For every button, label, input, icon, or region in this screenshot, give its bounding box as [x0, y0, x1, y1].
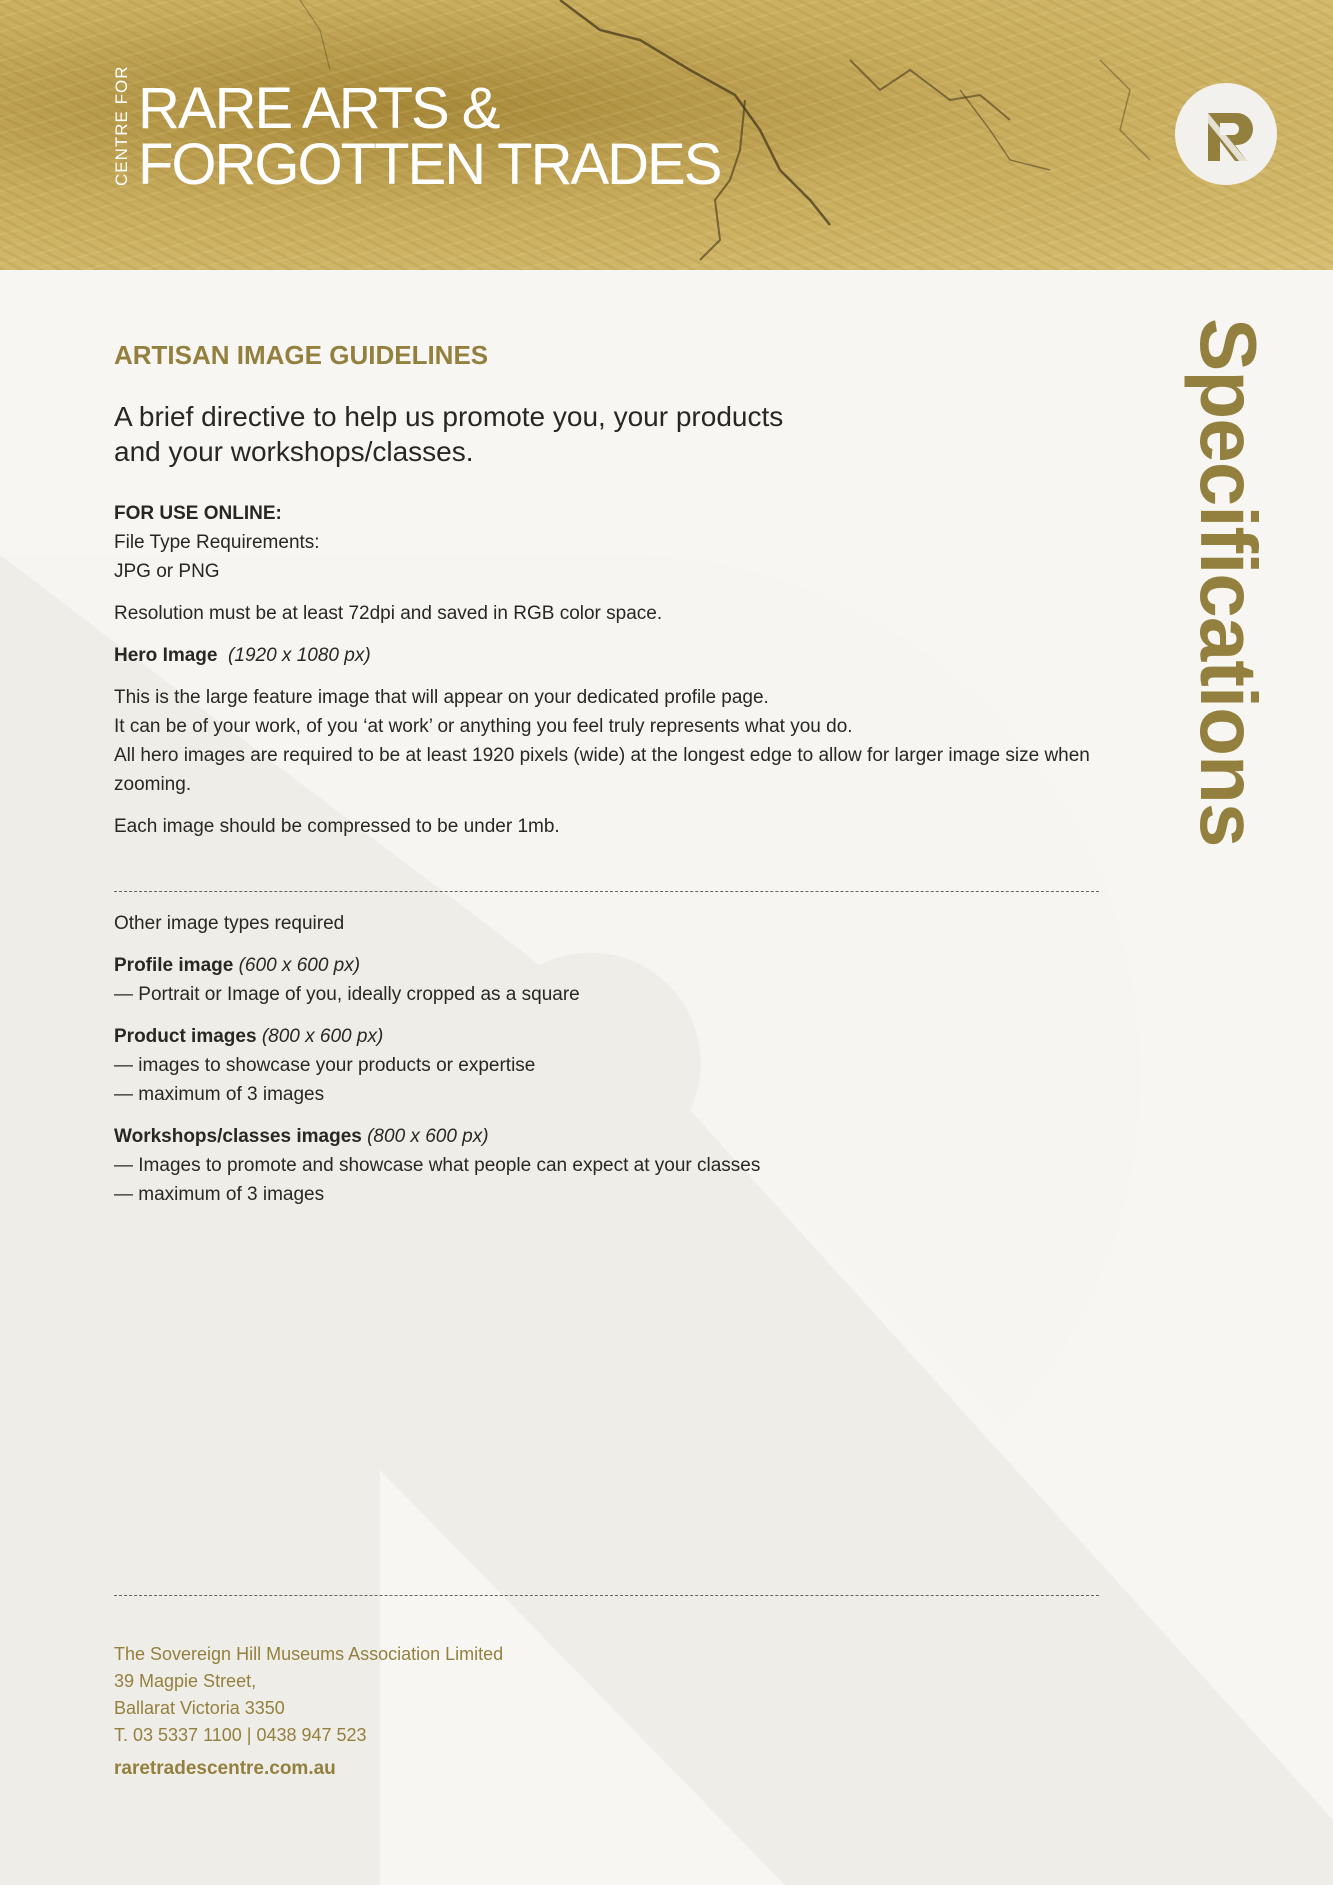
footer-street: 39 Magpie Street,: [114, 1671, 257, 1691]
workshop-size: (800 x 600 px): [367, 1126, 489, 1147]
compression-text: Each image should be compressed to be under 1mb.: [114, 816, 560, 837]
workshop-label: Workshops/classes images: [114, 1126, 362, 1147]
footer-website-link[interactable]: raretradescentre.com.au: [114, 1758, 336, 1779]
workshop-images-heading: [114, 1122, 1104, 1151]
workshop-line: — maximum of 3 images: [114, 1184, 325, 1205]
footer-city: Ballarat Victoria 3350: [114, 1698, 285, 1718]
side-title: Specifications: [1184, 318, 1273, 847]
profile-size: (600 x 600 px): [238, 955, 361, 976]
other-image-types: [114, 909, 1104, 1209]
profile-image-heading: [114, 951, 1104, 980]
brand-title-line2: FORGOTTEN TRADES: [138, 132, 721, 197]
resolution-text: Resolution must be at least 72dpi and saved in RGB color space.: [114, 603, 663, 624]
profile-line: — Portrait or Image of you, ideally cropped as a square: [114, 984, 580, 1005]
other-section-title: Other image types required: [114, 913, 345, 934]
profile-label: Profile image: [114, 955, 234, 976]
footer: [114, 1641, 503, 1782]
header-banner: [0, 0, 1333, 270]
product-line: — images to showcase your products or expertise: [114, 1055, 536, 1076]
hero-line: This is the large feature image that will appear on your dedicated profile page.: [114, 687, 769, 708]
brand-title-line1: RARE ARTS &: [138, 76, 499, 141]
logo-r-icon: [1175, 83, 1277, 185]
hero-image-heading: [114, 641, 1104, 670]
hero-line: All hero images are required to be at least 1920 pixels (wide) at the longest edge to allow for larger image size when zooming.: [114, 745, 1090, 795]
hero-size: (1920 x 1080 px): [228, 645, 371, 666]
online-section-title: FOR USE ONLINE:: [114, 503, 282, 524]
hero-line: It can be of your work, of you ‘at work’ or anything you feel truly represents what you do.: [114, 716, 853, 737]
file-types: JPG or PNG: [114, 561, 220, 582]
product-line: — maximum of 3 images: [114, 1084, 325, 1105]
footer-divider: [114, 1595, 1099, 1596]
product-label: Product images: [114, 1026, 257, 1047]
divider: [114, 891, 1099, 892]
product-images-heading: [114, 1022, 1104, 1051]
page-title: ARTISAN IMAGE GUIDELINES: [114, 340, 489, 370]
main-content: [114, 340, 1104, 841]
hero-label: Hero Image: [114, 645, 218, 666]
file-type-label: File Type Requirements:: [114, 532, 320, 553]
product-size: (800 x 600 px): [261, 1026, 384, 1047]
intro-text: A brief directive to help us promote you, your products and your workshops/classes.: [114, 401, 784, 467]
footer-org: The Sovereign Hill Museums Association Limited: [114, 1644, 504, 1664]
footer-phone: T. 03 5337 1100 | 0438 947 523: [114, 1725, 367, 1745]
hero-description: [114, 683, 1104, 799]
brand-prefix: CENTRE FOR: [112, 65, 131, 186]
workshop-line: — Images to promote and showcase what people can expect at your classes: [114, 1155, 761, 1176]
